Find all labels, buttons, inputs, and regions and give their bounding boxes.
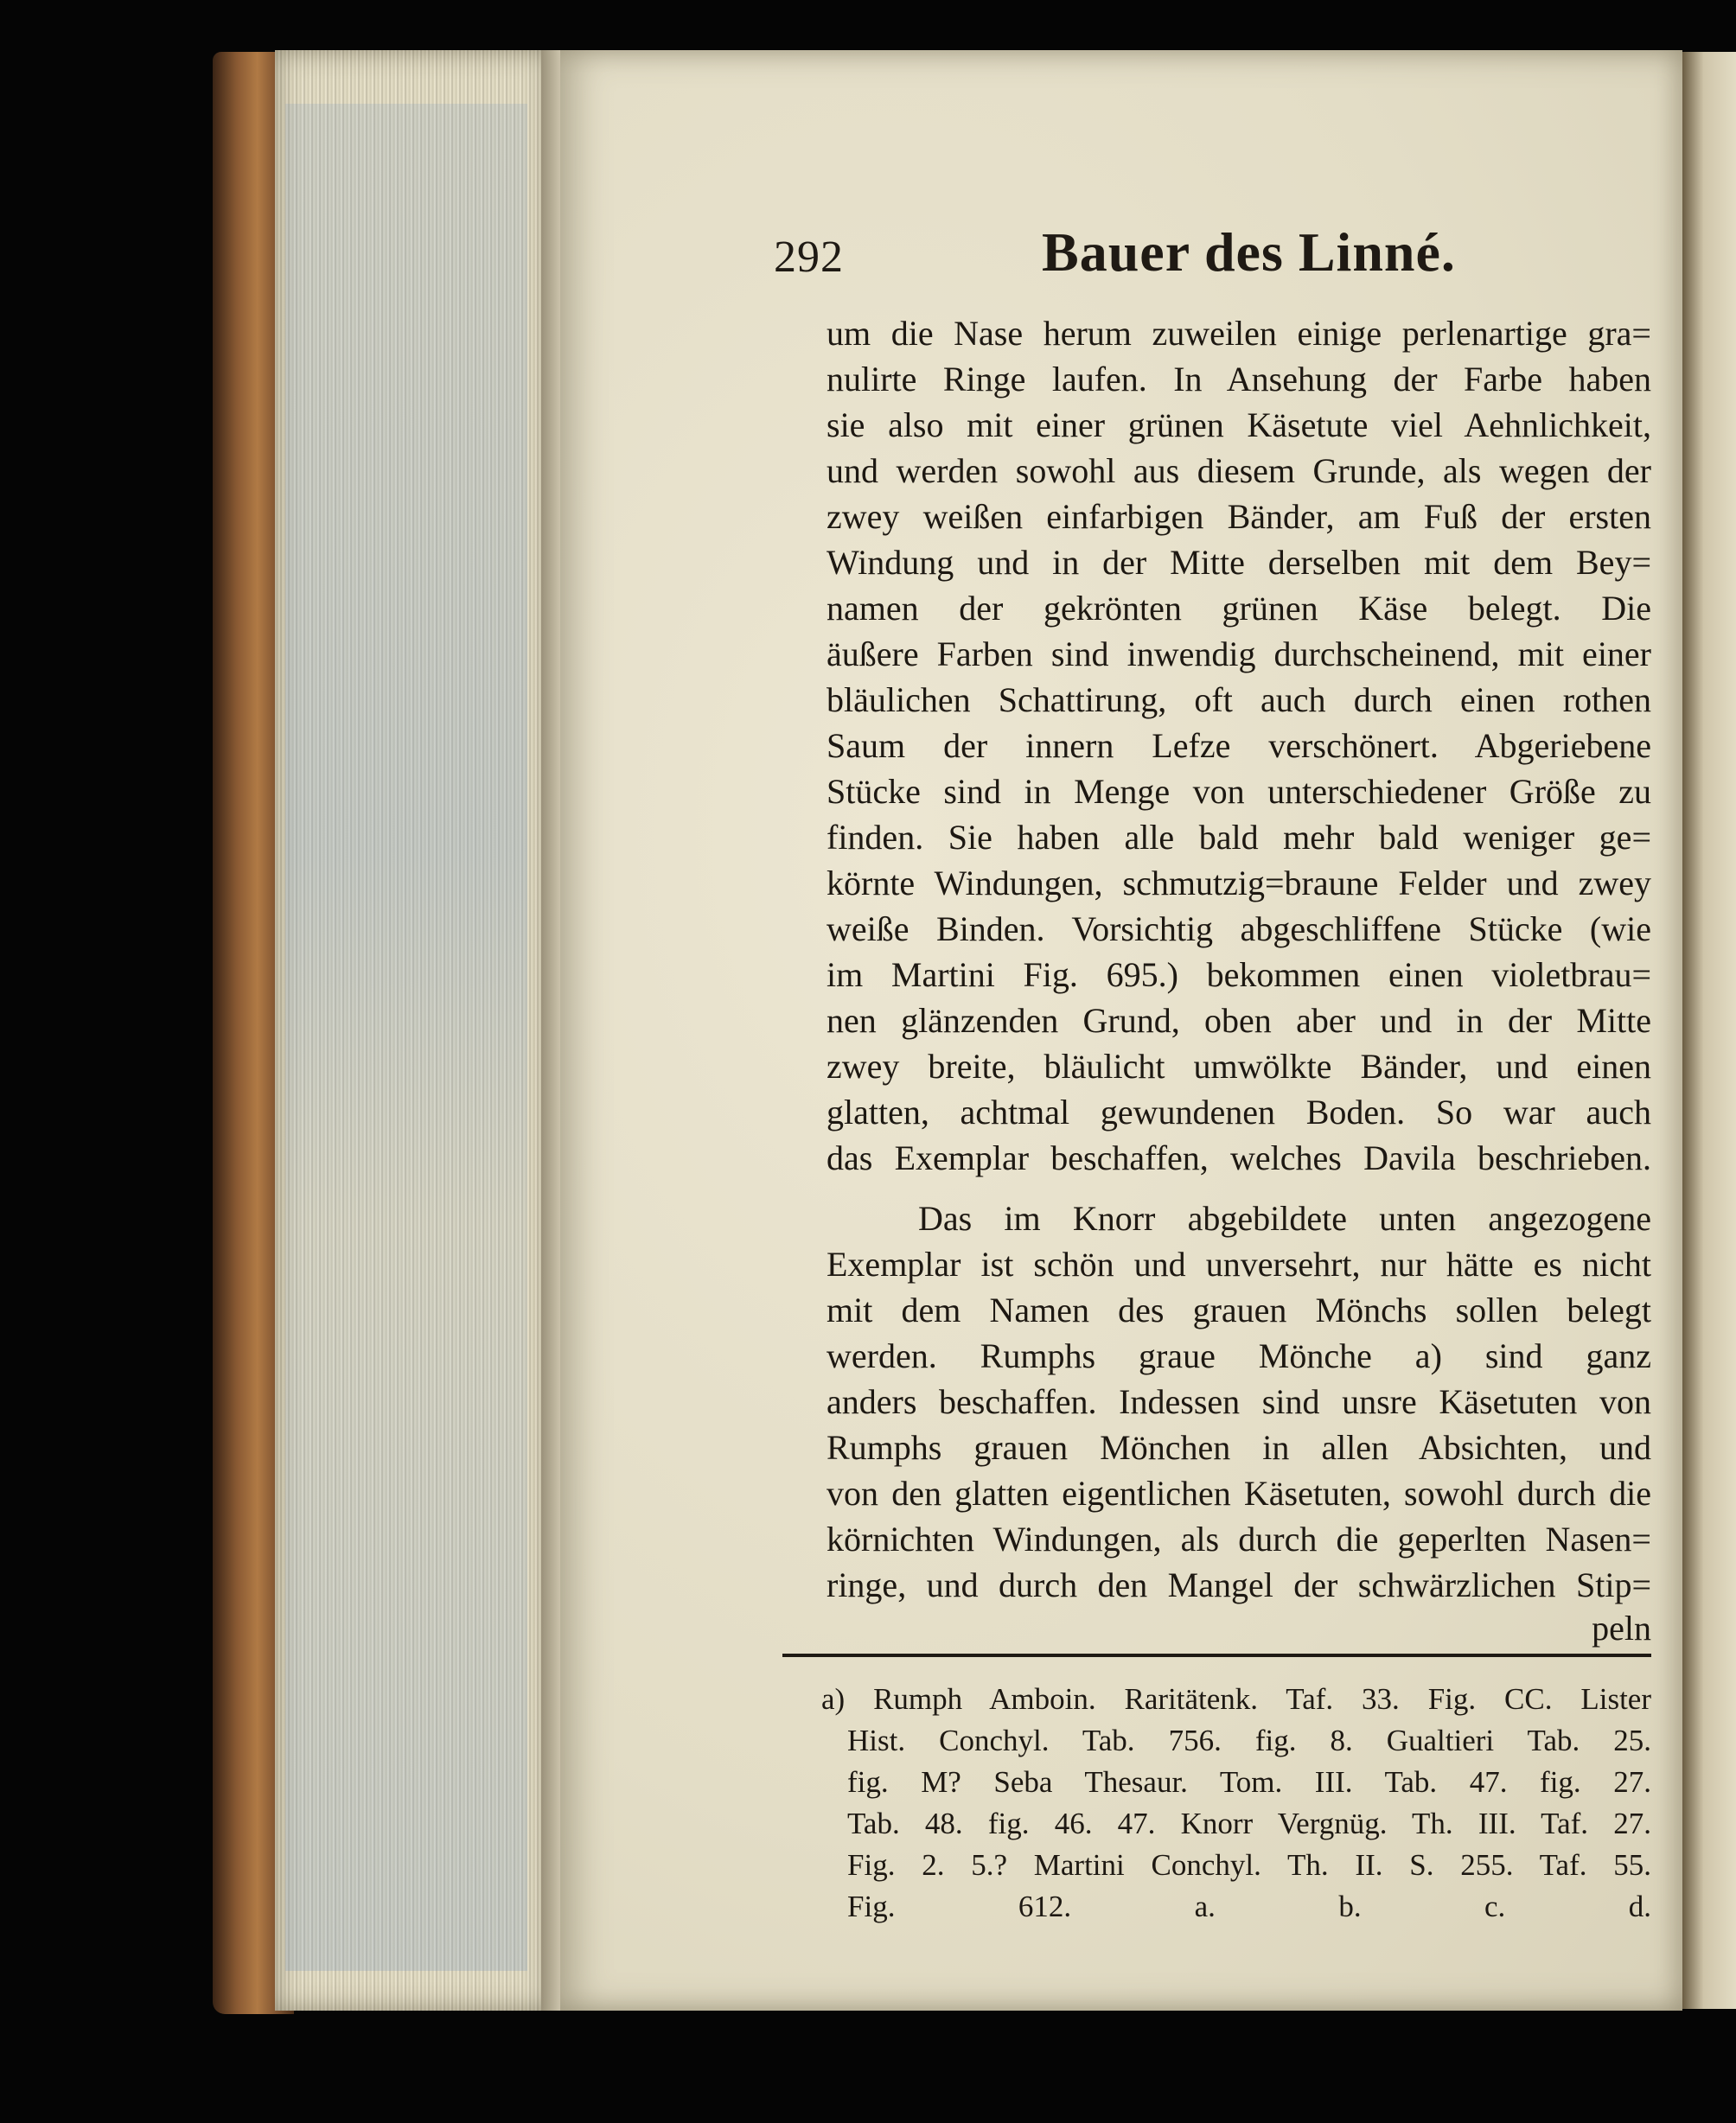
- text-line: von den glatten eigentlichen Käsetuten, sowohl durch die: [827, 1474, 1651, 1513]
- text-line: weiße Binden. Vorsichtig abgeschliffene Stücke (wie: [827, 909, 1651, 948]
- footnote-line: a) Rumph Amboin. Raritätenk. Taf. 33. Fig. CC. Lister: [821, 1682, 1651, 1716]
- running-title: Bauer des Linné.: [1042, 221, 1456, 283]
- footnote-line: Hist. Conchyl. Tab. 756. fig. 8. Gualtieri Tab. 25.: [847, 1724, 1651, 1757]
- footnote-line: Fig. 2. 5.? Martini Conchyl. Th. II. S. 255. Taf. 55.: [847, 1848, 1651, 1882]
- text-line: finden. Sie haben alle bald mehr bald weniger ge=: [827, 818, 1651, 857]
- page-number: 292: [774, 233, 844, 282]
- footnote-rule: [782, 1654, 1651, 1657]
- text-line: äußere Farben sind inwendig durchscheinend, mit einer: [827, 634, 1651, 673]
- text-line: namen der gekrönten grünen Käse belegt. Die: [827, 589, 1651, 628]
- text-line: körnte Windungen, schmutzig=braune Felder und zwey: [827, 864, 1651, 902]
- text-line: Exemplar ist schön und unversehrt, nur hätte es nicht: [827, 1245, 1651, 1284]
- text-line: werden. Rumphs graue Mönche a) sind ganz: [827, 1336, 1651, 1375]
- text-line: Windung und in der Mitte derselben mit dem Bey=: [827, 543, 1651, 582]
- text-line: zwey weißen einfarbigen Bänder, am Fuß der ersten: [827, 497, 1651, 536]
- text-line: Saum der innern Lefze verschönert. Abgeriebene: [827, 726, 1651, 765]
- text-line: das Exemplar beschaffen, welches Davila beschrieben.: [827, 1138, 1651, 1177]
- text-line: bläulichen Schattirung, oft auch durch einen rothen: [827, 680, 1651, 719]
- text-line: im Martini Fig. 695.) bekommen einen violetbrau=: [827, 955, 1651, 994]
- text-line: Rumphs grauen Mönchen in allen Absichten, und: [827, 1428, 1651, 1467]
- footnote-line: Fig. 612. a. b. c. d.: [847, 1890, 1651, 1923]
- text-line: nulirte Ringe laufen. In Ansehung der Farbe haben: [827, 360, 1651, 398]
- text-line: um die Nase herum zuweilen einige perlenartige gra=: [827, 314, 1651, 353]
- text-line: körnichten Windungen, als durch die geperlten Nasen=: [827, 1520, 1651, 1559]
- text-line: Stücke sind in Menge von unterschiedener Größe zu: [827, 772, 1651, 811]
- footnote-line: Tab. 48. fig. 46. 47. Knorr Vergnüg. Th. III. Taf. 27.: [847, 1807, 1651, 1840]
- text-line: zwey breite, bläulicht umwölkte Bänder, und einen: [827, 1047, 1651, 1086]
- text-line: und werden sowohl aus diesem Grunde, als wegen der: [827, 451, 1651, 490]
- catchword: peln: [1592, 1609, 1651, 1648]
- text-line: glatten, achtmal gewundenen Boden. So war auch: [827, 1093, 1651, 1132]
- page-edges-tint: [285, 104, 527, 1971]
- text-line: mit dem Namen des grauen Mönchs sollen belegt: [827, 1291, 1651, 1329]
- text-line: anders beschaffen. Indessen sind unsre Käsetuten von: [827, 1382, 1651, 1421]
- text-line: Das im Knorr abgebildete unten angezogene: [918, 1199, 1651, 1238]
- text-line: nen glänzenden Grund, oben aber und in der Mitte: [827, 1001, 1651, 1040]
- text-line: sie also mit einer grünen Käsetute viel Aehnlichkeit,: [827, 405, 1651, 444]
- footnote-line: fig. M? Seba Thesaur. Tom. III. Tab. 47. fig. 27.: [847, 1765, 1651, 1799]
- facing-page-edge: [1682, 52, 1736, 2009]
- text-line: ringe, und durch den Mangel der schwärzlichen Stip=: [827, 1565, 1651, 1604]
